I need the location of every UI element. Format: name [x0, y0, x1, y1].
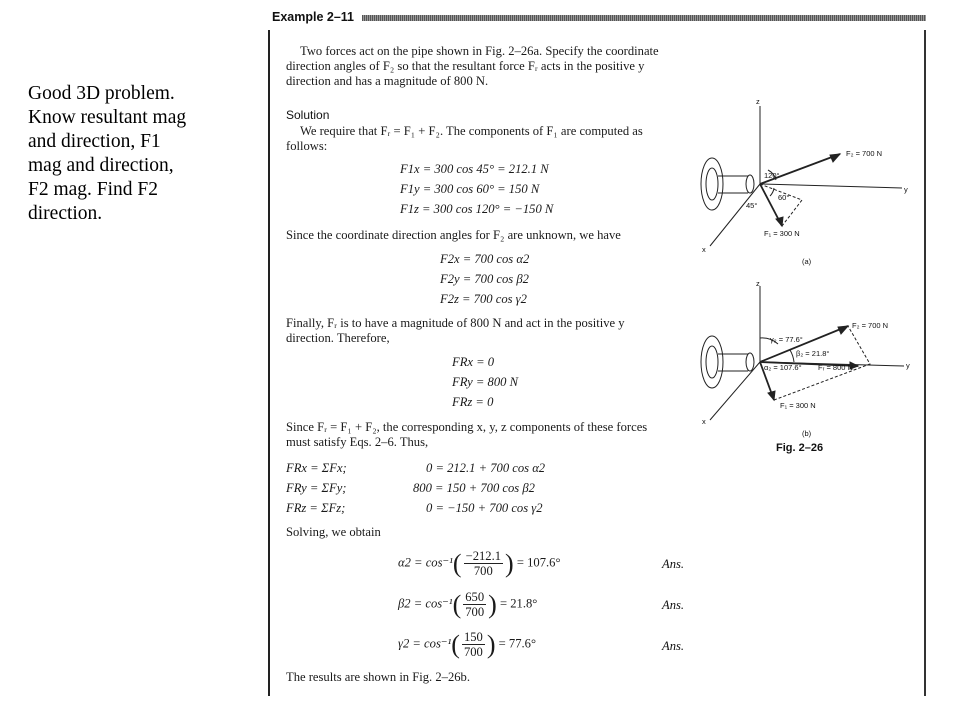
solution-heading: Solution: [286, 108, 330, 122]
page-left-border: [268, 30, 270, 696]
beta-result: β2 = cos⁻¹( $\frac{650}{700}$ ) = 21.8°: [398, 590, 538, 619]
sum-x-lhs: FRx = ΣFx;: [286, 461, 347, 475]
gamma-result: γ2 = cos⁻¹( $\frac{150}{700}$ ) = 77.6°: [398, 630, 536, 659]
note-line: Good 3D problem.: [28, 83, 175, 104]
intro-line: Two forces act on the pipe shown in Fig. 2–26a. Specify the coordinate: [300, 44, 659, 58]
note-line: mag and direction,: [28, 155, 174, 176]
flange: [701, 158, 723, 210]
figure-b-label: (b): [802, 429, 812, 438]
sum-y-rhs: 800 = 150 + 700 cos β2: [413, 481, 535, 495]
result-value: = 107.6°: [516, 555, 561, 570]
result-value: = 21.8°: [499, 596, 538, 611]
finally-line: Finally, Fᵣ is to have a magnitude of 800 N and act in the positive y: [286, 316, 625, 330]
result-lhs: α2 = cos⁻¹: [398, 555, 453, 570]
note-line: F2 mag. Find F2: [28, 179, 159, 200]
y-axis: [760, 184, 902, 188]
y-label: y: [904, 185, 908, 194]
angle-45: 45°: [746, 201, 758, 210]
unknown-line: Since the coordinate direction angles for F₂ are unknown, we have: [286, 228, 621, 242]
f2z-equation: F2z = 700 cos γ2: [440, 292, 527, 306]
figure-b: [690, 278, 918, 440]
sum-y-lhs: FRy = ΣFy;: [286, 481, 347, 495]
ans-label: Ans.: [662, 557, 685, 571]
flange: [701, 336, 723, 388]
figure-a-label: (a): [802, 257, 812, 266]
figure-caption: Fig. 2–26: [776, 442, 824, 454]
intro-line: direction angles of F₂ so that the resultant force Fᵣ acts in the positive y: [286, 59, 645, 73]
ans-label: Ans.: [662, 639, 685, 653]
fr-label: Fᵣ = 800 N: [818, 363, 853, 372]
finally-line: direction. Therefore,: [286, 331, 390, 345]
ans-label: Ans.: [662, 598, 685, 612]
frx-equation: FRx = 0: [452, 355, 495, 369]
note-line: Know resultant mag: [28, 107, 187, 128]
example-title: Example 2–11: [272, 10, 355, 24]
result-fraction: $\frac{-212.1}{700}$: [465, 549, 502, 578]
angle-60: 60°: [778, 193, 790, 202]
header-rule: [362, 15, 926, 21]
f2-label: F₂ = 700 N: [846, 149, 883, 158]
result-fraction: $\frac{150}{700}$: [463, 630, 483, 659]
alpha-label: α₂ = 107.6°: [764, 363, 802, 372]
gamma-label: γ₂ = 77.6°: [770, 335, 803, 344]
f1x-equation: F1x = 300 cos 45° = 212.1 N: [400, 162, 549, 176]
sum-z-rhs: 0 = −150 + 700 cos γ2: [426, 501, 543, 515]
sum-x-rhs: 0 = 212.1 + 700 cos α2: [426, 461, 546, 475]
beta-label: β₂ = 21.8°: [796, 349, 830, 358]
result-fraction: $\frac{650}{700}$: [465, 590, 485, 619]
solution-line: follows:: [286, 139, 328, 153]
solution-line: We require that Fᵣ = F₁ + F₂. The components of F₁ are computed as: [300, 124, 643, 138]
since-line: Since Fᵣ = F₁ + F₂, the corresponding x, y, z components of these forces: [286, 420, 648, 434]
x-label: x: [702, 245, 706, 254]
f2y-equation: F2y = 700 cos β2: [440, 272, 529, 286]
result-value: = 77.6°: [498, 636, 536, 651]
fry-equation: FRy = 800 N: [452, 375, 518, 389]
figure-a: [690, 96, 918, 268]
z-label: z: [756, 279, 760, 288]
x-label: x: [702, 417, 706, 426]
f1-label: F₁ = 300 N: [780, 401, 816, 410]
z-label: z: [756, 97, 760, 106]
note-line: direction.: [28, 203, 103, 224]
result-lhs: γ2 = cos⁻¹: [398, 636, 452, 651]
side-note: [28, 82, 243, 226]
page-right-border: [924, 30, 926, 696]
alpha-result: α2 = cos⁻¹( $\frac{-212.1}{700}$ ) = 107.6°: [398, 549, 561, 578]
f1-label: F₁ = 300 N: [764, 229, 800, 238]
frz-equation: FRz = 0: [452, 395, 494, 409]
intro-line: direction and has a magnitude of 800 N.: [286, 74, 489, 88]
solving-line: Solving, we obtain: [286, 525, 381, 539]
sum-z-lhs: FRz = ΣFz;: [286, 501, 346, 515]
f2-label: F₂ = 700 N: [852, 321, 889, 330]
f2x-equation: F2x = 700 cos α2: [440, 252, 530, 266]
f1z-equation: F1z = 300 cos 120° = −150 N: [400, 202, 554, 216]
closing-line: The results are shown in Fig. 2–26b.: [286, 670, 470, 684]
since-line: must satisfy Eqs. 2–6. Thus,: [286, 435, 429, 449]
f1y-equation: F1y = 300 cos 60° = 150 N: [400, 182, 540, 196]
note-line: and direction, F1: [28, 131, 161, 152]
angle-120: 120°: [764, 171, 780, 180]
y-label: y: [906, 361, 910, 370]
result-lhs: β2 = cos⁻¹: [398, 596, 453, 611]
